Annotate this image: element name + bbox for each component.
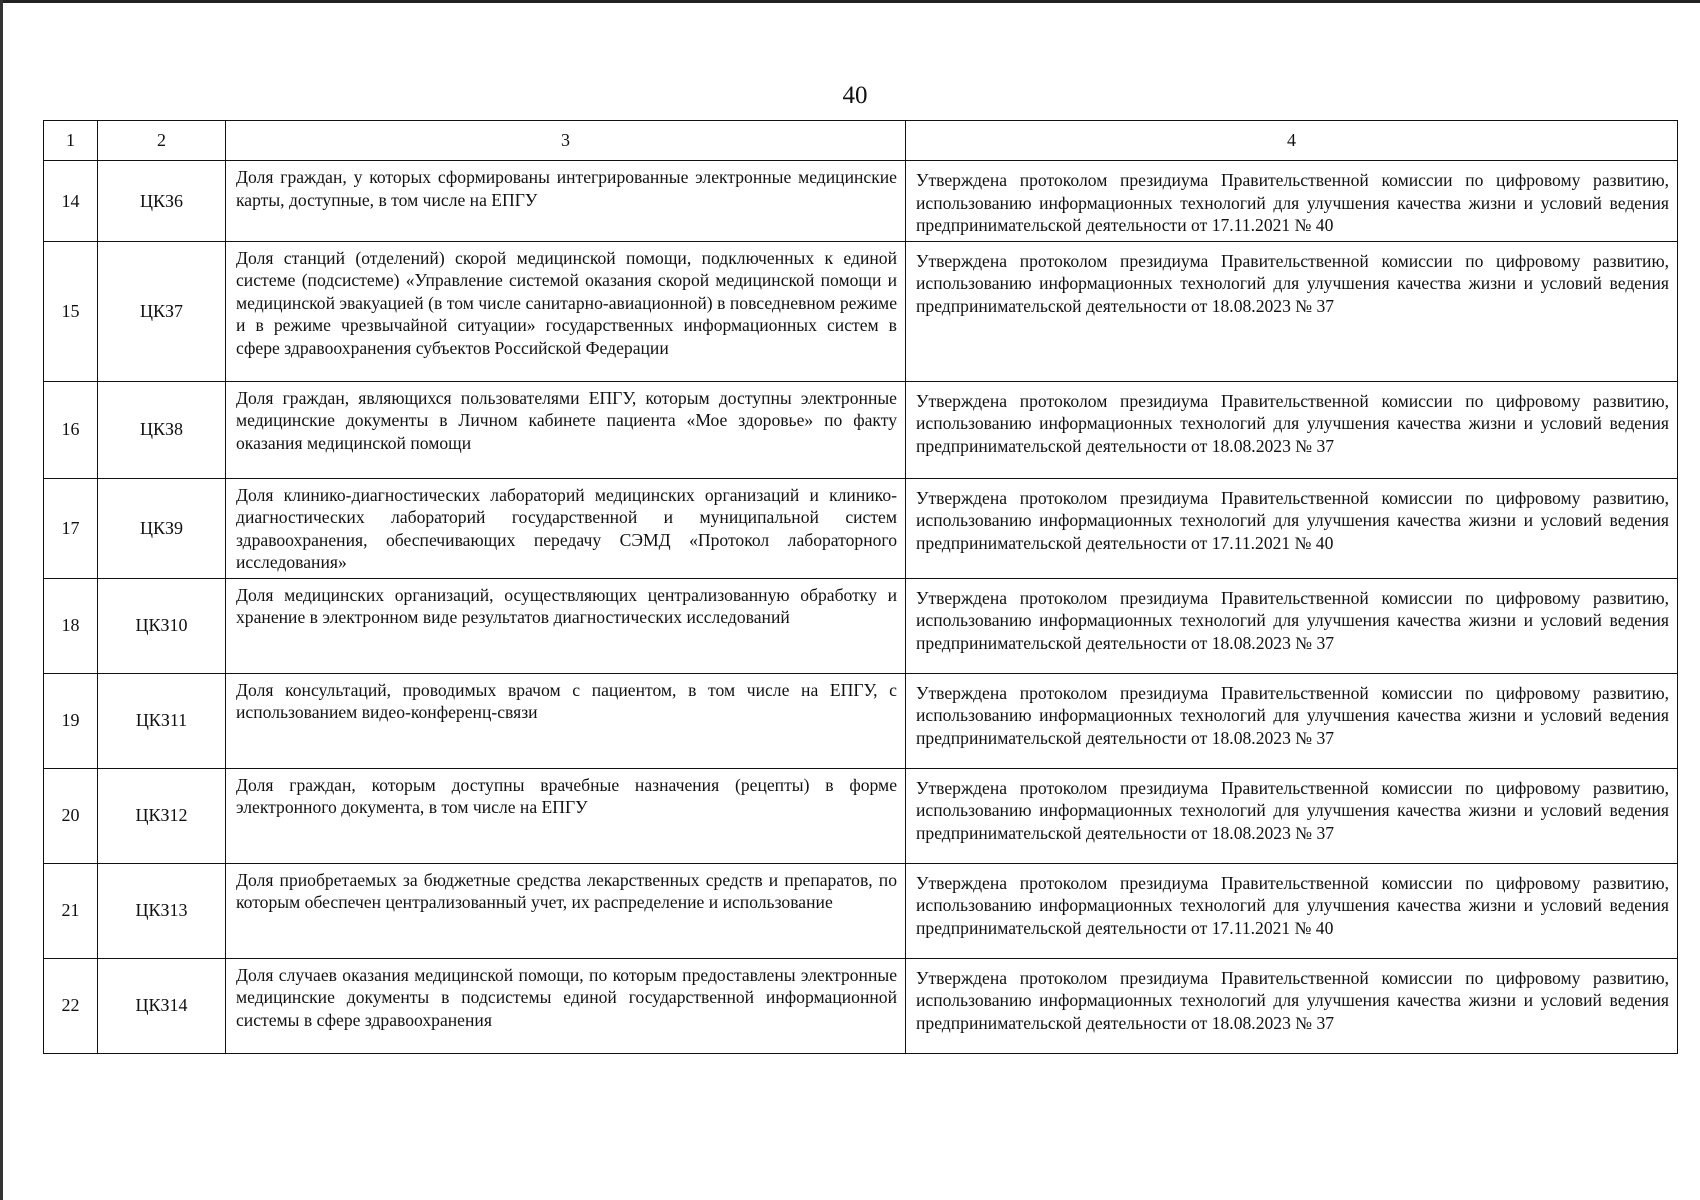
row-number: 20 bbox=[44, 768, 98, 863]
scan-edge bbox=[0, 0, 3, 1200]
indicator-name: Доля граждан, являющихся пользователями ЕПГУ, которым доступны электронные медицинские документы в Личном кабинете пациента «Мое здоровье» по факту оказания медицинской помощи bbox=[226, 381, 906, 478]
row-number: 18 bbox=[44, 578, 98, 673]
indicator-code: ЦКЗ13 bbox=[98, 863, 226, 958]
column-header-3: 3 bbox=[226, 121, 906, 161]
row-number: 16 bbox=[44, 381, 98, 478]
indicator-code: ЦКЗ10 bbox=[98, 578, 226, 673]
scan-edge bbox=[0, 0, 1700, 3]
table-header-row bbox=[44, 121, 1678, 161]
indicator-name: Доля медицинских организаций, осуществляющих централизованную обработку и хранение в электронном виде результатов диагностических исследований bbox=[226, 578, 906, 673]
approval-basis: Утверждена протоколом президиума Правительственной комиссии по цифровому развитию, использованию информационных технологий для улучшения качества жизни и условий ведения предпринимательской деятельности от 18.08.2023 № 37 bbox=[906, 673, 1678, 768]
indicator-name: Доля граждан, у которых сформированы интегрированные электронные медицинские карты, доступные, в том числе на ЕПГУ bbox=[226, 161, 906, 242]
table-row bbox=[44, 241, 1678, 381]
table-row bbox=[44, 478, 1678, 578]
indicator-code: ЦКЗ9 bbox=[98, 478, 226, 578]
row-number: 17 bbox=[44, 478, 98, 578]
column-header-4: 4 bbox=[906, 121, 1678, 161]
row-number: 21 bbox=[44, 863, 98, 958]
indicator-name: Доля консультаций, проводимых врачом с пациентом, в том числе на ЕПГУ, с использованием видео-конференц-связи bbox=[226, 673, 906, 768]
indicators-table bbox=[43, 120, 1678, 1054]
indicator-code: ЦКЗ11 bbox=[98, 673, 226, 768]
table-row bbox=[44, 863, 1678, 958]
column-header-2: 2 bbox=[98, 121, 226, 161]
table-row bbox=[44, 381, 1678, 478]
indicator-code: ЦКЗ8 bbox=[98, 381, 226, 478]
approval-basis: Утверждена протоколом президиума Правительственной комиссии по цифровому развитию, использованию информационных технологий для улучшения качества жизни и условий ведения предпринимательской деятельности от 18.08.2023 № 37 bbox=[906, 958, 1678, 1053]
indicator-name: Доля случаев оказания медицинской помощи, по которым предоставлены электронные медицинские документы в подсистемы единой государственной информационной системы в сфере здравоохранения bbox=[226, 958, 906, 1053]
page-number: 40 bbox=[842, 82, 868, 109]
table-row bbox=[44, 673, 1678, 768]
approval-basis: Утверждена протоколом президиума Правительственной комиссии по цифровому развитию, использованию информационных технологий для улучшения качества жизни и условий ведения предпринимательской деятельности от 18.08.2023 № 37 bbox=[906, 241, 1678, 381]
table-row bbox=[44, 161, 1678, 242]
row-number: 15 bbox=[44, 241, 98, 381]
indicator-name: Доля станций (отделений) скорой медицинской помощи, подключенных к единой системе (подсистеме) «Управление системой оказания скорой медицинской помощи и медицинской эвакуацией (в том числе санитарно-авиационной) в повседневном режиме и в режиме чрезвычайной ситуации» государственных информационных систем в сфере здравоохранения субъектов Российской Федерации bbox=[226, 241, 906, 381]
table-row bbox=[44, 768, 1678, 863]
indicator-name: Доля граждан, которым доступны врачебные назначения (рецепты) в форме электронного документа, в том числе на ЕПГУ bbox=[226, 768, 906, 863]
indicator-name: Доля клинико-диагностических лабораторий медицинских организаций и клинико-диагностических лабораторий государственной и муниципальной систем здравоохранения, обеспечивающих передачу СЭМД «Протокол лабораторного исследования» bbox=[226, 478, 906, 578]
indicator-code: ЦКЗ7 bbox=[98, 241, 226, 381]
indicator-code: ЦКЗ12 bbox=[98, 768, 226, 863]
table-row bbox=[44, 958, 1678, 1053]
approval-basis: Утверждена протоколом президиума Правительственной комиссии по цифровому развитию, использованию информационных технологий для улучшения качества жизни и условий ведения предпринимательской деятельности от 17.11.2021 № 40 bbox=[906, 161, 1678, 242]
approval-basis: Утверждена протоколом президиума Правительственной комиссии по цифровому развитию, использованию информационных технологий для улучшения качества жизни и условий ведения предпринимательской деятельности от 17.11.2021 № 40 bbox=[906, 863, 1678, 958]
approval-basis: Утверждена протоколом президиума Правительственной комиссии по цифровому развитию, использованию информационных технологий для улучшения качества жизни и условий ведения предпринимательской деятельности от 17.11.2021 № 40 bbox=[906, 478, 1678, 578]
table-row bbox=[44, 578, 1678, 673]
row-number: 14 bbox=[44, 161, 98, 242]
approval-basis: Утверждена протоколом президиума Правительственной комиссии по цифровому развитию, использованию информационных технологий для улучшения качества жизни и условий ведения предпринимательской деятельности от 18.08.2023 № 37 bbox=[906, 381, 1678, 478]
approval-basis: Утверждена протоколом президиума Правительственной комиссии по цифровому развитию, использованию информационных технологий для улучшения качества жизни и условий ведения предпринимательской деятельности от 18.08.2023 № 37 bbox=[906, 768, 1678, 863]
row-number: 19 bbox=[44, 673, 98, 768]
indicator-code: ЦКЗ6 bbox=[98, 161, 226, 242]
approval-basis: Утверждена протоколом президиума Правительственной комиссии по цифровому развитию, использованию информационных технологий для улучшения качества жизни и условий ведения предпринимательской деятельности от 18.08.2023 № 37 bbox=[906, 578, 1678, 673]
row-number: 22 bbox=[44, 958, 98, 1053]
indicator-code: ЦКЗ14 bbox=[98, 958, 226, 1053]
column-header-1: 1 bbox=[44, 121, 98, 161]
indicator-name: Доля приобретаемых за бюджетные средства лекарственных средств и препаратов, по которым обеспечен централизованный учет, их распределение и использование bbox=[226, 863, 906, 958]
